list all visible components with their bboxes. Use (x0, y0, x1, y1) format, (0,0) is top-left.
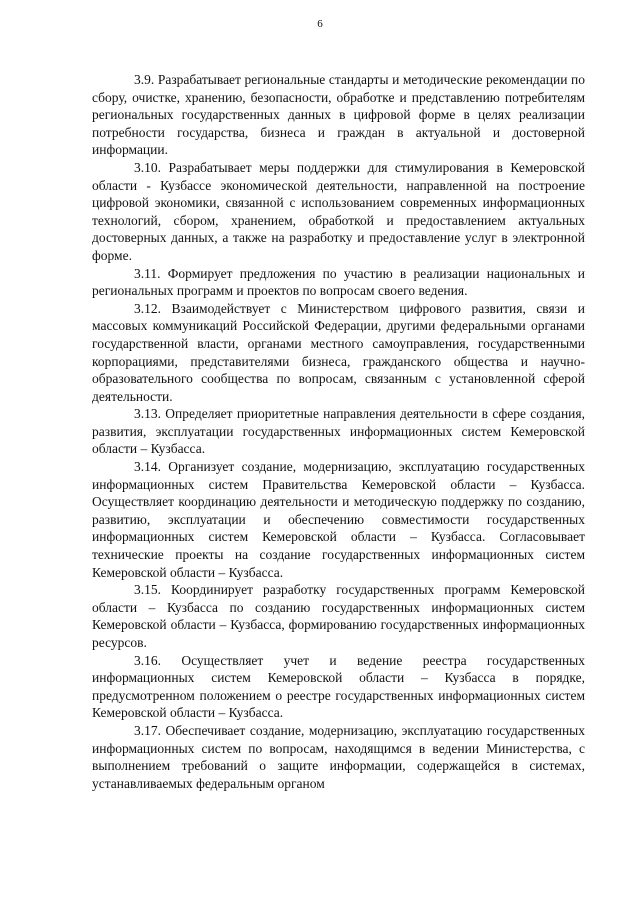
paragraph-3-12: 3.12. Взаимодействует с Министерством цифрового развития, связи и массовых коммуникаций Российской Федерации, другими федеральными органами государственной власти, органами местного самоуправления, государственными корпорациями, представителями бизнеса, гражданского общества и научно-образовательного сообщества по вопросам, связанным с установленной сферой деятельности. (92, 300, 585, 404)
paragraph-3-16: 3.16. Осуществляет учет и ведение реестра государственных информационных систем Кемеровской области – Кузбасса в порядке, предусмотренном положением о реестре государственных информационных систем Кемеровской области – Кузбасса. (92, 652, 585, 721)
paragraph-3-10: 3.10. Разрабатывает меры поддержки для стимулирования в Кемеровской области - Кузбассе экономической деятельности, направленной на построение цифровой экономики, связанной с использованием современных информационных технологий, сбором, хранением, обработкой и предоставлением актуальных достоверных данных, а также на разработку и предоставление услуг в электронной форме. (92, 159, 585, 263)
document-body (92, 71, 585, 792)
paragraph-3-17: 3.17. Обеспечивает создание, модернизацию, эксплуатацию государственных информационных систем по вопросам, находящимся в ведении Министерства, с выполнением требований о защите информации, содержащейся в системах, устанавливаемых федеральным органом (92, 722, 585, 791)
paragraph-3-14: 3.14. Организует создание, модернизацию, эксплуатацию государственных информационных систем Правительства Кемеровской области – Кузбасса. Осуществляет координацию деятельности и методическую поддержку по созданию, развитию, эксплуатации и обеспечению совместимости государственных информационных систем Кемеровской области – Кузбасса. Согласовывает технические проекты на создание государственных информационных систем Кемеровской области – Кузбасса. (92, 459, 585, 580)
paragraph-3-13: 3.13. Определяет приоритетные направления деятельности в сфере создания, развития, эксплуатации государственных информационных систем Кемеровской области – Кузбасса. (92, 406, 585, 457)
page-number: 6 (317, 18, 323, 30)
paragraph-3-15: 3.15. Координирует разработку государственных программ Кемеровской области – Кузбасса по созданию государственных информационных систем Кемеровской области – Кузбасса, формированию государственных информационных ресурсов. (92, 582, 585, 650)
paragraph-3-9: 3.9. Разрабатывает региональные стандарты и методические рекомендации по сбору, очистке, хранению, безопасности, обработке и представлению потребителям региональных государственных данных в цифровой форме в целях реализации потребности государства, бизнеса и граждан в актуальной и достоверной информации. (92, 72, 585, 158)
paragraph-3-11: 3.11. Формирует предложения по участию в реализации национальных и региональных программ и проектов по вопросам своего ведения. (92, 265, 585, 299)
